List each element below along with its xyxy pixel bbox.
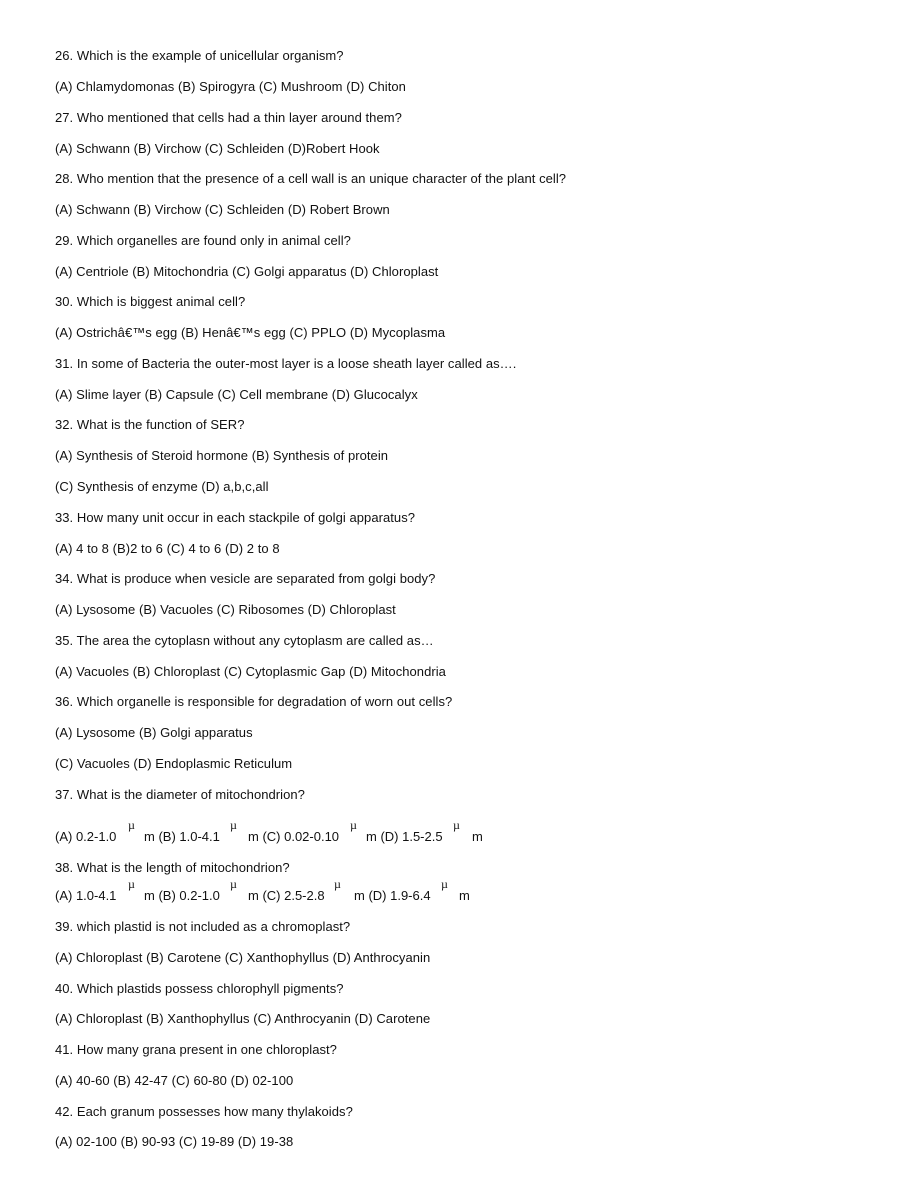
options-29: (A) Centriole (B) Mitochondria (C) Golgi apparatus (D) Chloroplast xyxy=(55,264,439,279)
options-41: (A) 40-60 (B) 42-47 (C) 60-80 (D) 02-100 xyxy=(55,1073,294,1088)
question-41: 41. How many grana present in one chloroplast? xyxy=(55,1042,337,1057)
question-39: 39. which plastid is not included as a chromoplast? xyxy=(55,919,351,934)
options-30: (A) Ostrichâ€™s egg (B) Henâ€™s egg (C) PPLO (D) Mycoplasma xyxy=(55,325,446,340)
mu-symbol: µ xyxy=(128,818,135,832)
options-38-part-b: m (B) 0.2-1.0 xyxy=(144,888,220,903)
options-34: (A) Lysosome (B) Vacuoles (C) Ribosomes (D) Chloroplast xyxy=(55,602,396,617)
options-38-part-a: (A) 1.0-4.1 xyxy=(55,888,117,903)
options-39: (A) Chloroplast (B) Carotene (C) Xanthophyllus (D) Anthrocyanin xyxy=(55,950,431,965)
question-31: 31. In some of Bacteria the outer-most layer is a loose sheath layer called as…. xyxy=(55,356,517,371)
options-38-part-c: m (C) 2.5-2.8 xyxy=(248,888,325,903)
options-36-line-2: (C) Vacuoles (D) Endoplasmic Reticulum xyxy=(55,756,293,771)
question-32: 32. What is the function of SER? xyxy=(55,417,245,432)
question-36: 36. Which organelle is responsible for degradation of worn out cells? xyxy=(55,694,453,709)
mu-symbol: µ xyxy=(230,877,237,891)
options-42: (A) 02-100 (B) 90-93 (C) 19-89 (D) 19-38 xyxy=(55,1134,294,1149)
mu-symbol: µ xyxy=(128,877,135,891)
options-27: (A) Schwann (B) Virchow (C) Schleiden (D)Robert Hook xyxy=(55,141,380,156)
question-40: 40. Which plastids possess chlorophyll pigments? xyxy=(55,981,344,996)
options-37-part-c: m (C) 0.02-0.10 xyxy=(248,829,340,844)
question-29: 29. Which organelles are found only in animal cell? xyxy=(55,233,351,248)
question-27: 27. Who mentioned that cells had a thin layer around them? xyxy=(55,110,402,125)
mu-symbol: µ xyxy=(230,818,237,832)
mu-symbol: µ xyxy=(350,818,357,832)
options-33: (A) 4 to 8 (B)2 to 6 (C) 4 to 6 (D) 2 to 8 xyxy=(55,541,280,556)
mu-symbol: µ xyxy=(334,877,341,891)
options-32-line-1: (A) Synthesis of Steroid hormone (B) Synthesis of protein xyxy=(55,448,389,463)
options-38-part-d: m (D) 1.9-6.4 xyxy=(354,888,431,903)
question-30: 30. Which is biggest animal cell? xyxy=(55,294,246,309)
question-28: 28. Who mention that the presence of a cell wall is an unique character of the plant cell? xyxy=(55,171,567,186)
options-40: (A) Chloroplast (B) Xanthophyllus (C) Anthrocyanin (D) Carotene xyxy=(55,1011,431,1026)
options-36-line-1: (A) Lysosome (B) Golgi apparatus xyxy=(55,725,253,740)
options-31: (A) Slime layer (B) Capsule (C) Cell membrane (D) Glucocalyx xyxy=(55,387,418,402)
question-34: 34. What is produce when vesicle are separated from golgi body? xyxy=(55,571,436,586)
question-42: 42. Each granum possesses how many thylakoids? xyxy=(55,1104,353,1119)
question-37: 37. What is the diameter of mitochondrion? xyxy=(55,787,305,802)
options-28: (A) Schwann (B) Virchow (C) Schleiden (D) Robert Brown xyxy=(55,202,390,217)
question-33: 33. How many unit occur in each stackpile of golgi apparatus? xyxy=(55,510,416,525)
mu-symbol: µ xyxy=(453,818,460,832)
options-37-unit: m xyxy=(472,829,483,844)
options-37-part-d: m (D) 1.5-2.5 xyxy=(366,829,443,844)
options-26: (A) Chlamydomonas (B) Spirogyra (C) Mushroom (D) Chiton xyxy=(55,79,406,94)
options-32-line-2: (C) Synthesis of enzyme (D) a,b,c,all xyxy=(55,479,269,494)
question-35: 35. The area the cytoplasn without any cytoplasm are called as… xyxy=(55,633,434,648)
options-38 xyxy=(55,877,895,904)
options-37-part-a: (A) 0.2-1.0 xyxy=(55,829,117,844)
question-26: 26. Which is the example of unicellular organism? xyxy=(55,48,344,63)
options-35: (A) Vacuoles (B) Chloroplast (C) Cytoplasmic Gap (D) Mitochondria xyxy=(55,664,446,679)
question-38: 38. What is the length of mitochondrion? xyxy=(55,860,290,875)
options-37 xyxy=(55,818,895,845)
options-38-unit: m xyxy=(459,888,470,903)
options-37-part-b: m (B) 1.0-4.1 xyxy=(144,829,220,844)
mu-symbol: µ xyxy=(441,877,448,891)
